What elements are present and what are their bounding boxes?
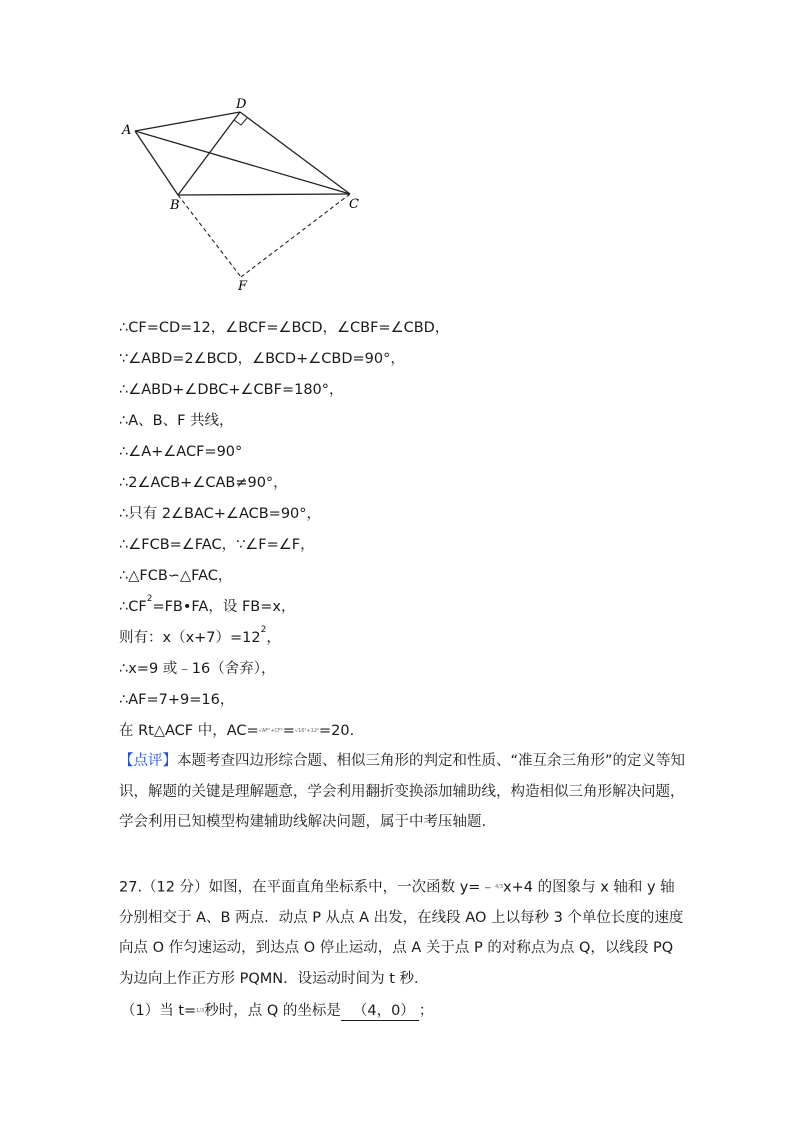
solution-line-rt <box>119 721 354 741</box>
rt-post: =20. <box>319 723 355 739</box>
segment-CF <box>241 194 350 277</box>
segment-AD <box>135 112 240 131</box>
rt-mid: = <box>282 723 295 739</box>
solution-line-cf <box>119 594 296 617</box>
solution-line-6: ∴2∠ACB+∠CAB≠90°， <box>119 475 288 491</box>
comment-paragraph <box>119 746 689 838</box>
geometry-figure <box>118 92 378 296</box>
solution-line-1: ∴CF=CD=12，∠BCF=∠BCD，∠CBF=∠CBD， <box>119 320 450 336</box>
solution-line-7: ∴只有 2∠BAC+∠ACB=90°， <box>119 506 322 522</box>
segment-DC <box>240 112 350 194</box>
q1-mid: 秒时，点 Q 的坐标是 <box>204 1003 341 1019</box>
segment-DB <box>178 112 240 195</box>
comment-text: 本题考查四边形综合题、相似三角形的判定和性质、“准互余三角形”的定义等知识，解题的关键是理解题意，学会利用翻折变换添加辅助线，构造相似三角形解决问题，学会利用已知模型构建辅助线解决问题，属于中考压轴题. <box>119 753 686 830</box>
rt-tiny-1: √AF²+CF² <box>258 728 283 734</box>
solution-line-x: ∴x=9 或﹣16（舍弃）， <box>119 661 276 677</box>
eq-pre: 则有：x（x+7）=12 <box>119 630 261 646</box>
q1-answer: （4，0） <box>341 1002 419 1021</box>
comment-tag: 【点评】 <box>119 753 177 769</box>
right-angle-mark <box>234 118 247 125</box>
cf-sup: 2 <box>146 594 153 604</box>
q1-fraction: 1/3 <box>196 1008 205 1014</box>
problem-27-paragraph <box>119 872 689 994</box>
solution-line-5: ∴∠A+∠ACF=90° <box>119 444 243 460</box>
solution-line-eq <box>119 625 281 648</box>
problem-27-text-2: x+4 的图象与 x 轴和 y 轴分别相交于 A、B 两点．动点 P 从点 A 出发，在线段 AO 上以每秒 3 个单位长度的速度向点 O 作匀速运动，到达点 O 停止运动，点 A 关于点 P 的对称点为点 Q，以线段 PQ 为边向上作正方形 PQMN．设运动时间为 t 秒． <box>119 879 684 987</box>
segment-AB <box>135 131 178 195</box>
segment-BF <box>178 195 241 277</box>
question-1 <box>121 1001 433 1021</box>
q1-pre: （1）当 t= <box>121 1003 197 1019</box>
label-B: B <box>170 198 180 213</box>
label-C: C <box>349 197 359 212</box>
eq-sup: 2 <box>260 625 267 635</box>
solution-line-9: ∴△FCB∽△FAC， <box>119 568 233 584</box>
label-D: D <box>236 97 247 112</box>
rt-tiny-2: √16²+12² <box>294 728 320 734</box>
figure-svg <box>118 92 378 296</box>
cf-post: =FB•FA，设 FB=x， <box>152 599 296 615</box>
solution-line-3: ∴∠ABD+∠DBC+∠CBF=180°， <box>119 382 344 398</box>
q1-post: ； <box>418 1003 434 1019</box>
solution-line-af: ∴AF=7+9=16， <box>119 692 235 708</box>
solution-line-4: ∴A、B、F 共线， <box>119 413 234 429</box>
eq-post: ， <box>266 630 281 646</box>
problem-27-text-1: 27.（12 分）如图，在平面直角坐标系中，一次函数 y=﹣ <box>119 879 495 896</box>
rt-pre: 在 Rt△ACF 中，AC= <box>119 723 259 739</box>
problem-27-fraction: 4/3 <box>494 884 504 890</box>
segment-BC <box>178 194 350 195</box>
label-F: F <box>238 279 248 294</box>
solution-line-8: ∴∠FCB=∠FAC，∵∠F=∠F， <box>119 537 315 553</box>
label-A: A <box>122 123 132 138</box>
solution-line-2: ∵∠ABD=2∠BCD，∠BCD+∠CBD=90°， <box>119 351 405 367</box>
cf-pre: ∴CF <box>119 599 147 615</box>
segment-AC <box>135 131 350 194</box>
